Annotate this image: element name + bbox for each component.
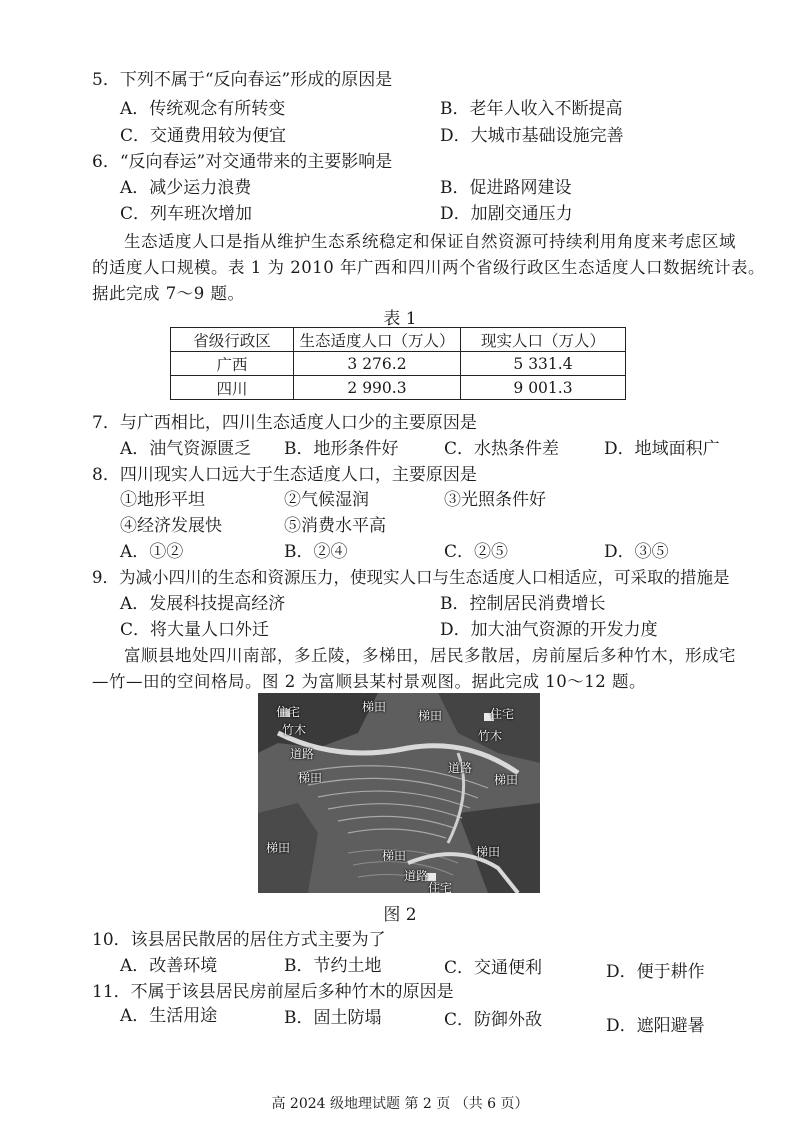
q8-statement-2: ②气候湿润: [284, 490, 369, 510]
table-cell: 3 276.2: [294, 352, 461, 376]
intro1-line1: 生态适度人口是指从维护生态系统稳定和保证自然资源可持续利用角度来考虑区域: [124, 232, 736, 251]
q10-option-d: D．便于耕作: [606, 962, 705, 982]
label-zhai-2: 住宅: [490, 707, 515, 721]
q8-statement-1: ①地形平坦: [120, 490, 205, 510]
q7-option-b: B．地形条件好: [284, 439, 399, 459]
q6-option-c: C．列车班次增加: [120, 204, 253, 224]
q8-stem: 8．四川现实人口远大于生态适度人口，主要原因是: [92, 465, 477, 485]
q11-stem: 11．不属于该县居民房前屋后多种竹木的原因是: [92, 982, 454, 1002]
label-titian-2: 梯田: [418, 709, 443, 723]
q8-option-a: A．①②: [120, 542, 184, 562]
q5-stem: 5．下列不属于“反向春运”形成的原因是: [92, 70, 393, 90]
figure2-caption: 图 2: [383, 905, 417, 925]
q7-option-d: D．地域面积广: [604, 439, 720, 459]
label-daolu-1: 道路: [290, 747, 315, 761]
label-titian-6: 梯田: [382, 849, 407, 863]
q9-option-d: D．加大油气资源的开发力度: [440, 620, 658, 640]
q8-statement-5: ⑤消费水平高: [284, 516, 386, 536]
label-titian-7: 梯田: [476, 845, 501, 859]
q7-option-c: C．水热条件差: [444, 439, 560, 459]
label-daolu-2: 道路: [448, 761, 473, 775]
q5-option-c: C．交通费用较为便宜: [120, 126, 287, 146]
table-header-cell: 生态适度人口（万人）: [294, 328, 461, 352]
q11-option-b: B．固土防塌: [284, 1008, 382, 1028]
q11-option-a: A．生活用途: [120, 1006, 218, 1026]
q10-option-b: B．节约土地: [284, 956, 382, 976]
label-zhumu-2: 竹木: [478, 729, 503, 743]
q5-option-d: D．大城市基础设施完善: [440, 126, 624, 146]
q10-option-c: C．交通便利: [444, 958, 543, 978]
table-cell: 2 990.3: [294, 376, 461, 400]
intro2-line1: 富顺县地处四川南部，多丘陵，多梯田，居民多散居，房前屋后多种竹木，形成宅: [124, 646, 736, 665]
q6-option-b: B．促进路网建设: [440, 178, 572, 198]
q6-option-a: A．减少运力浪费: [120, 178, 252, 198]
q9-option-a: A．发展科技提高经济: [120, 594, 286, 614]
table1-caption: 表 1: [383, 309, 417, 329]
table-header-cell: 现实人口（万人）: [461, 328, 626, 352]
q6-stem: 6．“反向春运”对交通带来的主要影响是: [92, 152, 393, 172]
table-row: [171, 376, 626, 400]
table-header-cell: 省级行政区: [171, 328, 294, 352]
q11-option-c: C．防御外敌: [444, 1010, 543, 1030]
q6-option-d: D．加剧交通压力: [440, 204, 573, 224]
q8-option-d: D．③⑤: [604, 542, 669, 562]
table-cell: 5 331.4: [461, 352, 626, 376]
q8-statement-3: ③光照条件好: [444, 490, 546, 510]
q9-option-b: B．控制居民消费增长: [440, 594, 606, 614]
label-titian-5: 梯田: [266, 841, 291, 855]
label-titian-1: 梯田: [362, 700, 387, 714]
q8-option-b: B．②④: [284, 542, 348, 562]
table-cell: 广西: [171, 352, 294, 376]
label-titian-3: 梯田: [298, 771, 323, 785]
q10-stem: 10．该县居民散居的居住方式主要为了: [92, 930, 386, 950]
label-daolu-3: 道路: [404, 869, 429, 883]
q5-option-a: A．传统观念有所转变: [120, 99, 286, 119]
intro1-line2: 的适度人口规模。表 1 为 2010 年广西和四川两个省级行政区生态适度人口数据统计表。: [92, 258, 765, 277]
intro2-line2: —竹—田的空间格局。图 2 为富顺县某村景观图。据此完成 10～12 题。: [92, 672, 646, 691]
q7-stem: 7．与广西相比，四川生态适度人口少的主要原因是: [92, 413, 477, 433]
label-titian-4: 梯田: [494, 773, 519, 787]
q8-option-c: C．②⑤: [444, 542, 509, 562]
q8-statement-4: ④经济发展快: [120, 516, 222, 536]
q7-option-a: A．油气资源匮乏: [120, 439, 252, 459]
q9-option-c: C．将大量人口外迁: [120, 620, 270, 640]
q11-option-d: D．遮阳避暑: [606, 1016, 705, 1036]
q10-option-a: A．改善环境: [120, 956, 218, 976]
label-zhai-3: 住宅: [428, 881, 453, 893]
table-row: [171, 352, 626, 376]
table-header-row: [171, 328, 626, 352]
table1: [170, 327, 626, 400]
table-cell: 四川: [171, 376, 294, 400]
q9-stem: 9．为减小四川的生态和资源压力，使现实人口与生态适度人口相适应，可采取的措施是: [92, 568, 730, 587]
table-cell: 9 001.3: [461, 376, 626, 400]
label-zhai-1: 住宅: [276, 705, 301, 719]
q5-option-b: B．老年人收入不断提高: [440, 99, 623, 119]
village-landscape-photo: [258, 693, 540, 893]
intro1-line3: 据此完成 7～9 题。: [92, 284, 245, 303]
label-zhumu-1: 竹木: [282, 723, 307, 737]
page-footer: 高 2024 级地理试题 第 2 页 （共 6 页）: [271, 1096, 529, 1112]
